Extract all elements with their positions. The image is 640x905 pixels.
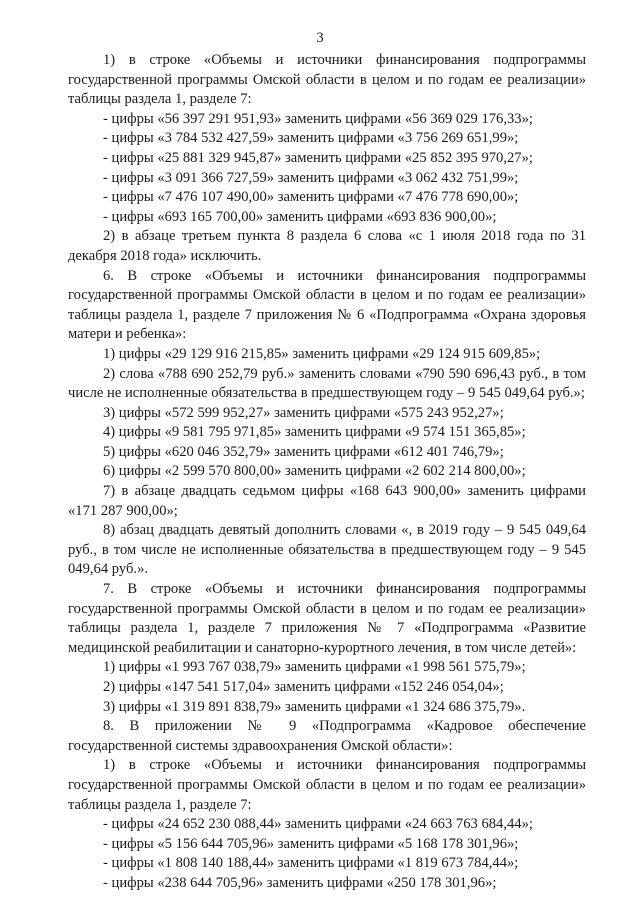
list-item: 4) цифры «9 581 795 971,85» заменить цифрами «9 574 151 365,85»;: [103, 424, 526, 441]
list-item: - цифры «1 808 140 188,44» заменить цифрами «1 819 673 784,44»;: [103, 855, 519, 872]
document-body: [68, 51, 586, 894]
paragraph: 2) в абзаце третьем пункта 8 раздела 6 слова «с 1 июля 2018 года по 31 декабря 2018 года» исключить.: [68, 228, 586, 264]
list-item: - цифры «56 397 291 951,93» заменить цифрами «56 369 029 176,33»;: [103, 110, 533, 127]
list-item: 2) цифры «147 541 517,04» заменить цифрами «152 246 054,04»;: [103, 679, 504, 695]
list-item: - цифры «7 476 107 490,00» заменить цифрами «7 476 778 690,00»;: [103, 189, 519, 206]
paragraph: 7. В строке «Объемы и источники финансирования подпрограммы государственной программы Омской области в целом и по годам ее реализации» таблицы раздела 1, разделе 7 приложения № 7 «Подпрограмма «Развитие медицинской реабилитации и санаторно-курортного лечения, в том числе детей»:: [68, 581, 586, 656]
list-item: 1) цифры «29 129 916 215,85» заменить цифрами «29 124 915 609,85»;: [103, 345, 541, 362]
paragraph: 6. В строке «Объемы и источники финансирования подпрограммы государственной программы Омской области в целом и по годам ее реализации» таблицы раздела 1, разделе 7 приложения № 6 «Подпрограмма «Охрана здоровья матери и ребенка»:: [68, 267, 586, 343]
paragraph: 7) в абзаце двадцать седьмом цифры «168 643 900,00» заменить цифрами «171 287 900,00»;: [68, 483, 586, 519]
paragraph: 1) в строке «Объемы и источники финансирования подпрограммы государственной программы Омской области в целом и по годам ее реализации» таблицы раздела 1, разделе 7:: [68, 52, 586, 108]
list-item: - цифры «238 644 705,96» заменить цифрами «250 178 301,96»;: [103, 874, 497, 891]
list-item: 3) цифры «1 319 891 838,79» заменить цифрами «1 324 686 375,79».: [103, 698, 526, 715]
list-item: - цифры «3 784 532 427,59» заменить цифрами «3 756 269 651,99»;: [103, 130, 519, 147]
paragraph: 8. В приложении № 9 «Подпрограмма «Кадровое обеспечение государственной системы здравоохранения Омской области»:: [68, 718, 586, 754]
list-item: 6) цифры «2 599 570 800,00» заменить цифрами «2 602 214 800,00»;: [103, 463, 526, 480]
list-item: - цифры «25 881 329 945,87» заменить цифрами «25 852 395 970,27»;: [103, 149, 533, 166]
list-item: - цифры «24 652 230 088,44» заменить цифрами «24 663 763 684,44»;: [103, 816, 533, 833]
list-item: - цифры «5 156 644 705,96» заменить цифрами «5 168 178 301,96»;: [103, 835, 519, 852]
paragraph: 8) абзац двадцать девятый дополнить словами «, в 2019 году – 9 545 049,64 руб., в том числе не исполненные обязательства в предшествующем году – 9 545 049,64 руб.».: [68, 522, 586, 578]
list-item: 3) цифры «572 599 952,27» заменить цифрами «575 243 952,27»;: [103, 404, 504, 421]
list-item: 1) цифры «1 993 767 038,79» заменить цифрами «1 998 561 575,79»;: [103, 659, 526, 676]
list-item: - цифры «3 091 366 727,59» заменить цифрами «3 062 432 751,99»;: [103, 169, 519, 186]
page-number: 3: [316, 30, 324, 46]
paragraph: 2) слова «788 690 252,79 руб.» заменить словами «790 590 696,43 руб., в том числе не исполненные обязательства в предшествующем году – 9 545 049,64 руб.»;: [68, 365, 586, 402]
paragraph: 1) в строке «Объемы и источники финансирования подпрограммы государственной программы Омской области в целом и по годам ее реализации» таблицы раздела 1, разделе 7:: [68, 757, 586, 813]
list-item: 5) цифры «620 046 352,79» заменить цифрами «612 401 746,79»;: [103, 443, 504, 460]
list-item: - цифры «693 165 700,00» заменить цифрами «693 836 900,00»;: [103, 208, 497, 225]
